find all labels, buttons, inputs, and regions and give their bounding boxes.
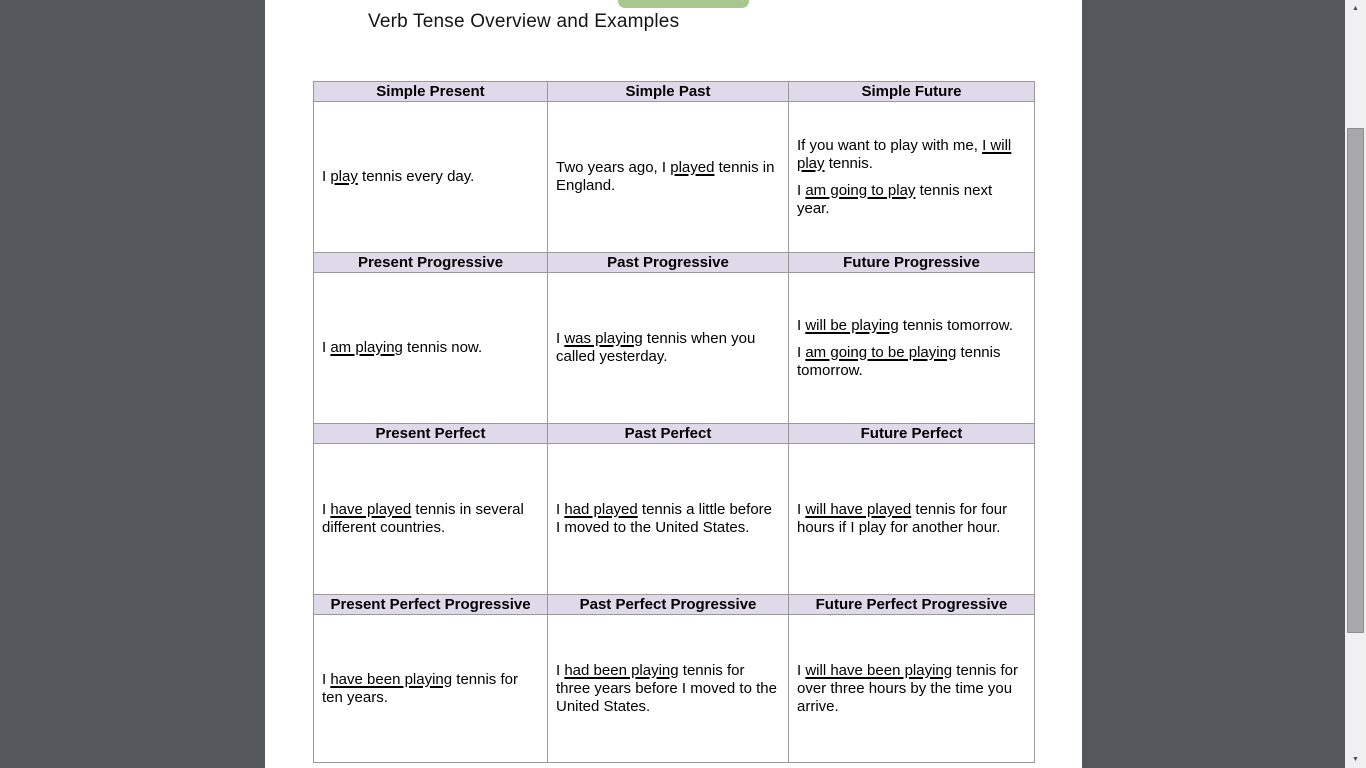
example-sentence (797, 317, 1026, 335)
example-sentence (322, 168, 539, 186)
underlined-verb-phrase: am playing (330, 339, 403, 356)
tense-header-row (314, 595, 1035, 615)
tense-header-cell: Simple Past (548, 82, 789, 102)
sentence-text: I (556, 330, 565, 347)
underlined-verb-phrase: play (330, 168, 358, 185)
tense-header-cell: Past Perfect (548, 424, 789, 444)
scroll-up-button[interactable] (1345, 0, 1366, 17)
underlined-verb-phrase: will have been playing (805, 661, 953, 679)
example-sentence (556, 662, 780, 716)
tense-example-cell (548, 615, 789, 763)
sentence-text: tennis a little before I moved to the United States. (556, 501, 772, 536)
tense-header-cell: Future Perfect (789, 424, 1035, 444)
sentence-text: If you want to play with me, (797, 136, 983, 154)
underlined-verb-phrase: am going to be playing (805, 343, 957, 361)
sentence-text: tennis for ten years. (322, 670, 518, 706)
sentence-text: I (322, 670, 331, 688)
example-sentence (797, 137, 1026, 173)
sentence-text: I (797, 181, 806, 199)
sentence-text: tennis for three years before I moved to the United States. (556, 661, 777, 715)
sentence-text: tennis in several different countries. (322, 501, 524, 536)
example-sentence (322, 671, 539, 707)
sentence-text: I (797, 661, 806, 679)
tense-example-cell (548, 102, 789, 253)
example-sentence (556, 501, 780, 537)
underlined-verb-phrase: will be playing (805, 316, 899, 334)
example-sentence (797, 344, 1026, 380)
underlined-verb-phrase: I will play (797, 136, 1012, 172)
sentence-text: I (322, 168, 331, 185)
verb-tense-table (313, 81, 1035, 763)
underlined-verb-phrase: have played (330, 501, 412, 518)
up-arrow-icon: ▲ (1352, 5, 1359, 12)
sentence-text: I (797, 343, 806, 361)
tense-example-cell (314, 615, 548, 763)
tense-example-row (314, 615, 1035, 763)
sentence-text: I (556, 661, 565, 679)
sentence-text: tennis every day. (357, 168, 475, 185)
underlined-verb-phrase: played (670, 159, 715, 176)
tense-header-cell: Simple Present (314, 82, 548, 102)
tense-header-cell: Future Perfect Progressive (789, 595, 1035, 615)
tense-example-row (314, 102, 1035, 253)
example-sentence (322, 339, 539, 357)
tense-header-cell: Past Progressive (548, 253, 789, 273)
page-title: Verb Tense Overview and Examples (368, 11, 680, 32)
tense-header-cell: Present Progressive (314, 253, 548, 273)
tense-header-row (314, 253, 1035, 273)
example-sentence (556, 159, 780, 195)
sentence-text: tennis for four hours if I play for another hour. (797, 501, 1008, 536)
sentence-text: tennis now. (402, 339, 483, 356)
sentence-text: I (322, 339, 331, 356)
document-page (265, 0, 1082, 768)
tense-header-cell: Simple Future (789, 82, 1035, 102)
tense-header-cell: Future Progressive (789, 253, 1035, 273)
sentence-text: tennis tomorrow. (898, 316, 1013, 334)
underlined-verb-phrase: will have played (805, 501, 912, 518)
example-sentence (322, 501, 539, 537)
tense-example-row (314, 444, 1035, 595)
tense-example-cell (789, 102, 1035, 253)
example-sentence (797, 182, 1026, 218)
underlined-verb-phrase: was playing (564, 330, 643, 347)
sentence-text: tennis in England. (556, 159, 775, 194)
underlined-verb-phrase: had been playing (564, 661, 679, 679)
sentence-text: I (797, 501, 806, 518)
sentence-text: I (322, 501, 331, 518)
tense-example-row (314, 273, 1035, 424)
example-sentence (797, 501, 1026, 537)
tense-example-cell (314, 273, 548, 424)
sentence-text: tennis. (824, 154, 873, 172)
down-arrow-icon: ▼ (1352, 756, 1359, 763)
tense-header-cell: Present Perfect (314, 424, 548, 444)
tense-example-cell (789, 273, 1035, 424)
tense-example-cell (548, 273, 789, 424)
sentence-text: tennis when you called yesterday. (556, 330, 756, 365)
vertical-scrollbar[interactable] (1345, 0, 1366, 768)
underlined-verb-phrase: am going to play (805, 181, 916, 199)
sentence-text: tennis tomorrow. (797, 343, 1001, 379)
tense-example-cell (789, 615, 1035, 763)
sentence-text: I (556, 501, 565, 518)
example-sentence (556, 330, 780, 366)
tense-example-cell (789, 444, 1035, 595)
tense-header-cell: Present Perfect Progressive (314, 595, 548, 615)
tense-example-cell (548, 444, 789, 595)
tense-header-row (314, 82, 1035, 102)
example-sentence (797, 662, 1026, 716)
underlined-verb-phrase: had played (564, 501, 638, 518)
sentence-text: tennis next year. (797, 181, 993, 217)
scrollbar-thumb[interactable] (1347, 128, 1364, 633)
tense-example-cell (314, 102, 548, 253)
tense-header-row (314, 424, 1035, 444)
sentence-text: Two years ago, I (556, 159, 671, 176)
scroll-down-button[interactable] (1345, 751, 1366, 768)
underlined-verb-phrase: have been playing (330, 670, 453, 688)
sentence-text: tennis for over three hours by the time you arrive. (797, 661, 1018, 715)
green-tab[interactable] (618, 0, 749, 8)
sentence-text: I (797, 316, 806, 334)
tense-header-cell: Past Perfect Progressive (548, 595, 789, 615)
tense-example-cell (314, 444, 548, 595)
